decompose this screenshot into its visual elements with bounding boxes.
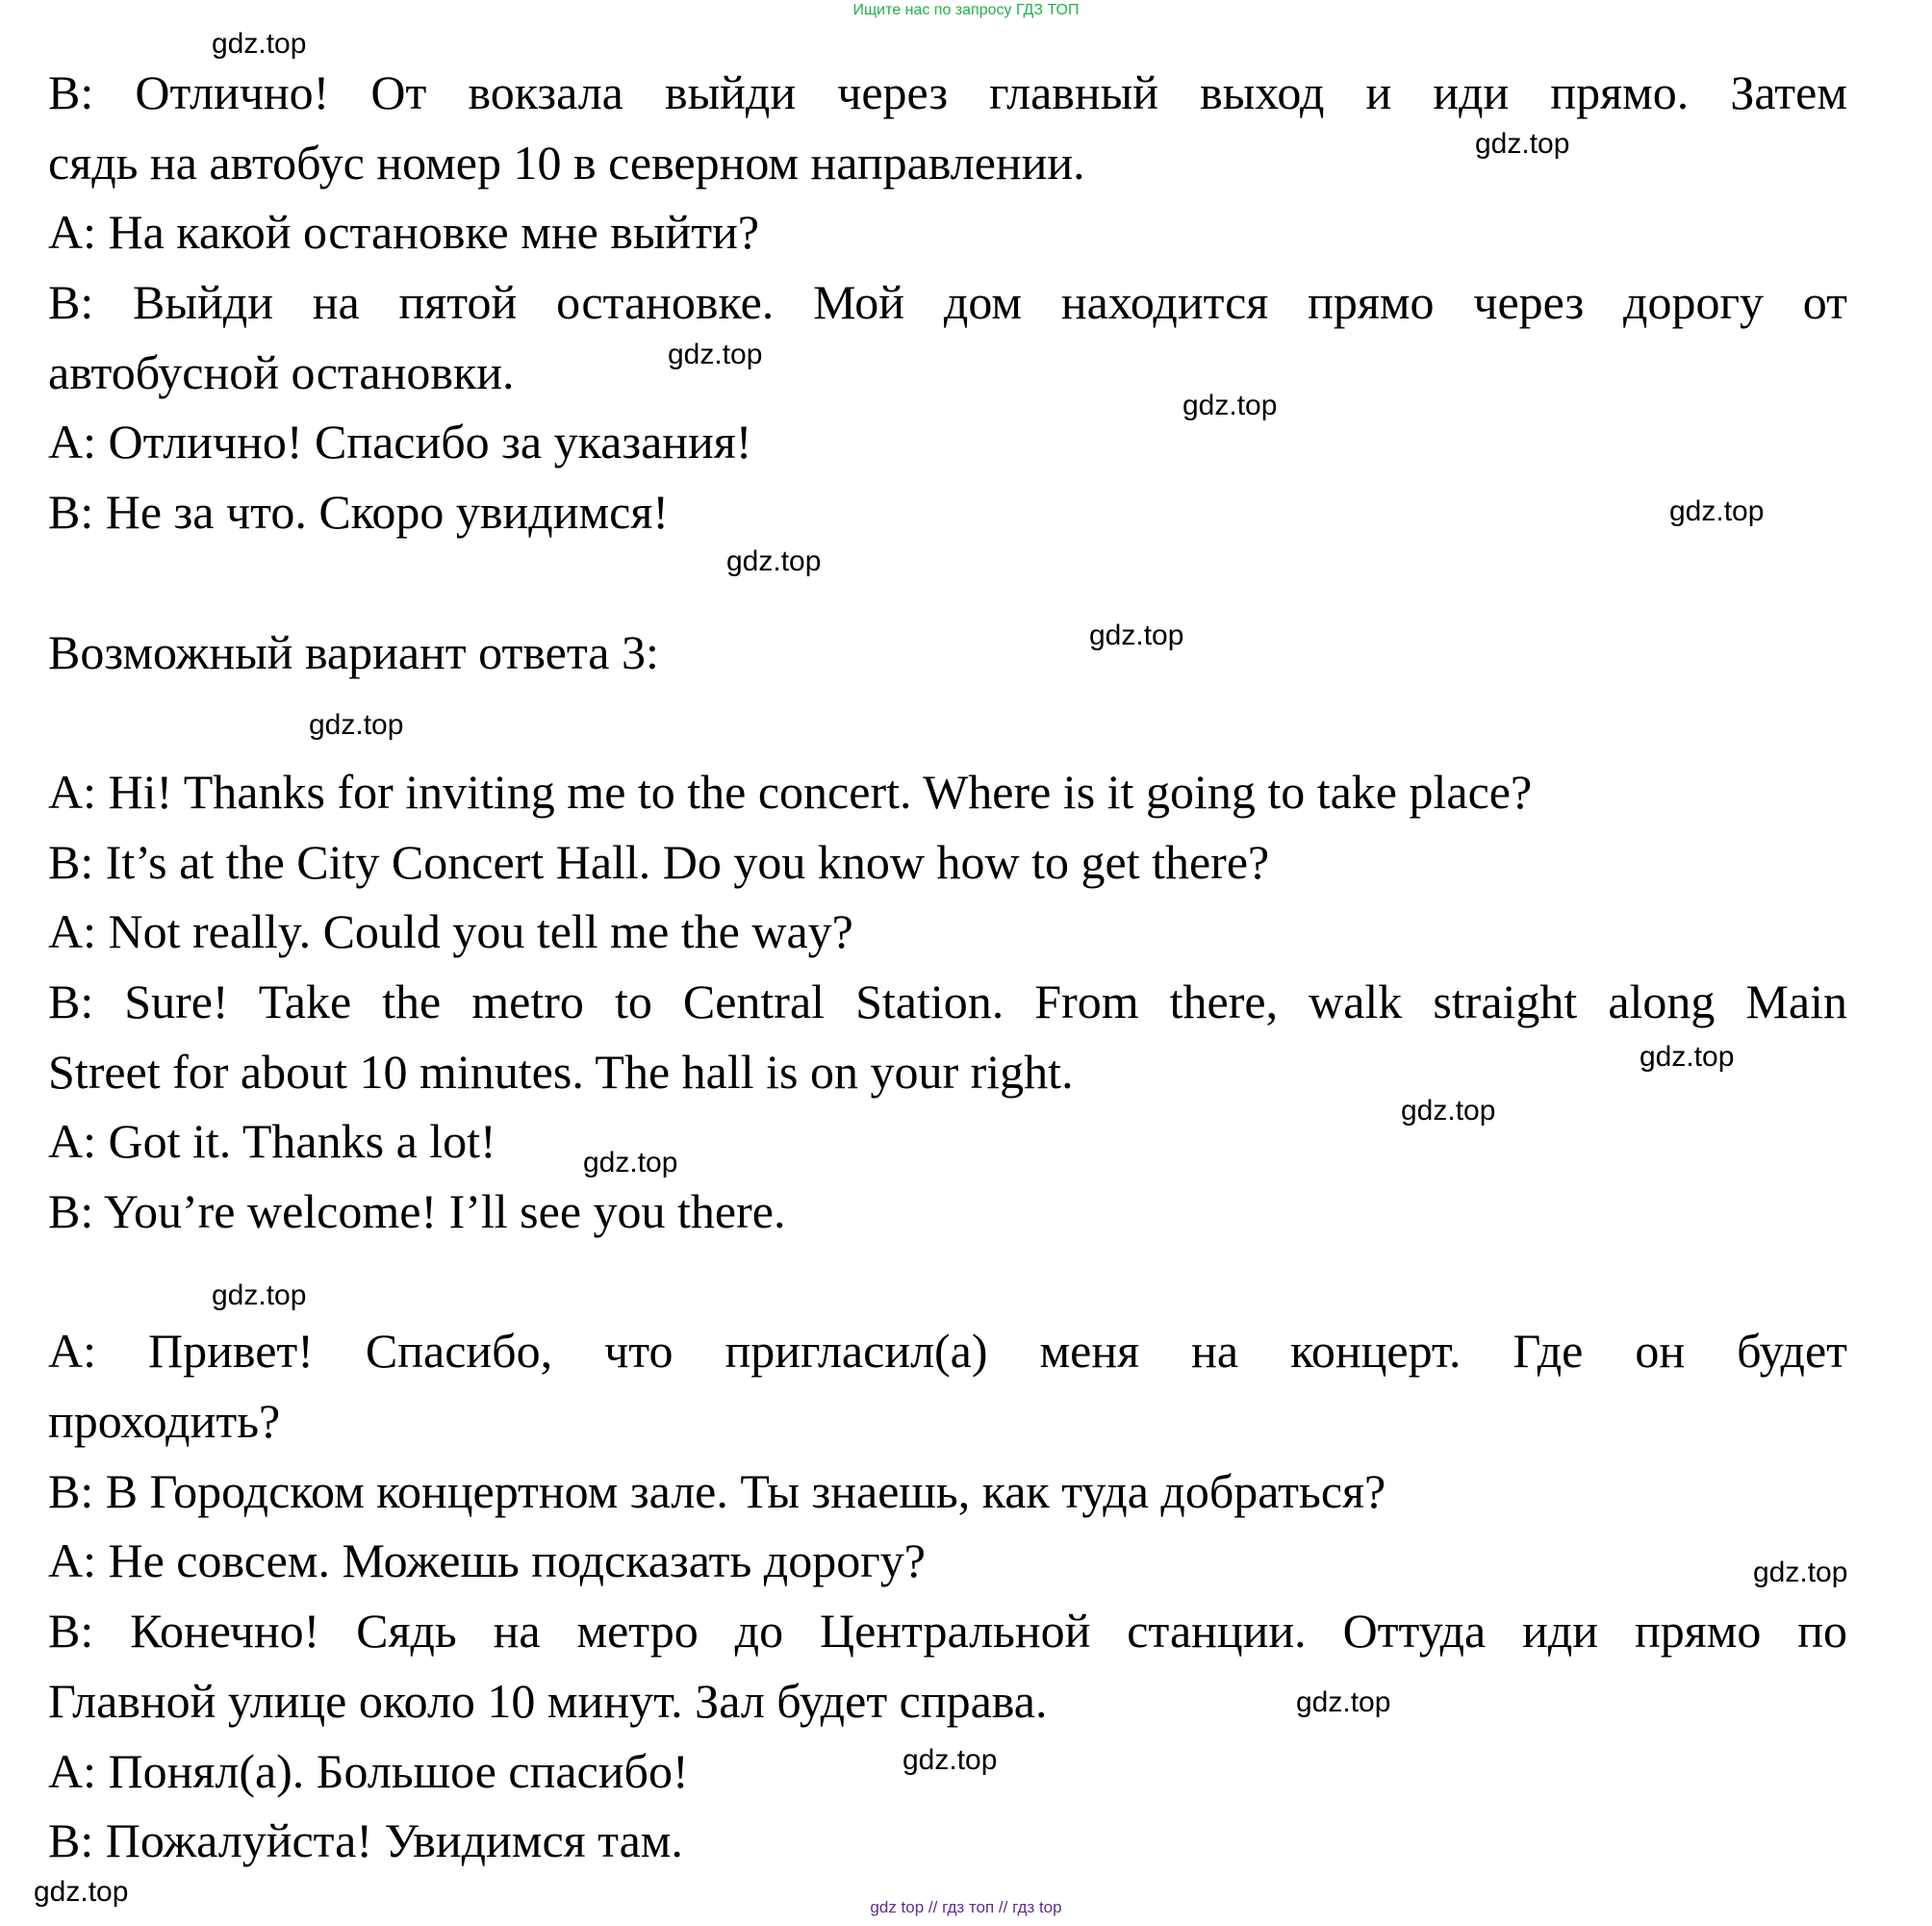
dialogue-line: A: Отлично! Спасибо за указания! xyxy=(48,415,752,469)
dialogue-line: проходить? xyxy=(48,1394,281,1449)
spacer xyxy=(48,547,1847,618)
dialogue-line: B: Конечно! Сядь на метро до Центральной станции. Оттуда иди прямо по xyxy=(48,1604,1847,1659)
watermark: gdz.top xyxy=(583,1147,678,1178)
dialogue-en xyxy=(48,757,1847,1247)
dialogue-line: сядь на автобус номер 10 в северном направлении. xyxy=(48,135,1085,190)
watermark: gdz.top xyxy=(902,1744,998,1776)
watermark: gdz.top xyxy=(1182,390,1278,421)
watermark: gdz.top xyxy=(1296,1686,1391,1718)
watermark: gdz.top xyxy=(668,339,763,370)
watermark: gdz.top xyxy=(1475,128,1570,160)
dialogue-line: Street for about 10 minutes. The hall is on your right. xyxy=(48,1044,1074,1099)
watermark: gdz.top xyxy=(309,709,404,741)
watermark: gdz.top xyxy=(726,545,822,577)
dialogue-line: B: You’re welcome! I’ll see you there. xyxy=(48,1184,786,1238)
dialogue-line: B: Отлично! От вокзала выйди через главный выход и иди прямо. Затем xyxy=(48,65,1847,119)
document-body xyxy=(48,58,1847,1876)
dialogue-line: A: Не совсем. Можешь подсказать дорогу? xyxy=(48,1533,926,1588)
watermark: gdz.top xyxy=(1401,1095,1496,1127)
watermark: gdz.top xyxy=(1669,495,1765,527)
dialogue-line: Главной улице около 10 минут. Зал будет справа. xyxy=(48,1673,1048,1728)
dialogue-ru-2-end xyxy=(48,58,1847,547)
dialogue-line: A: На какой остановке мне выйти? xyxy=(48,205,760,260)
watermark: gdz.top xyxy=(1089,620,1184,651)
dialogue-line: B: Выйди на пятой остановке. Мой дом находится прямо через дорогу от xyxy=(48,275,1847,330)
spacer xyxy=(48,1247,1847,1317)
footer-links: gdz top // гдз топ // гдз top xyxy=(870,1898,1062,1916)
watermark: gdz.top xyxy=(1753,1557,1848,1588)
watermark: gdz.top xyxy=(212,1280,307,1311)
dialogue-line: A: Понял(а). Большое спасибо! xyxy=(48,1743,689,1798)
dialogue-line: A: Привет! Спасибо, что пригласил(а) меня на концерт. Где он будет xyxy=(48,1324,1847,1379)
watermark: gdz.top xyxy=(1640,1041,1735,1073)
dialogue-line: A: Got it. Thanks a lot! xyxy=(48,1114,496,1169)
dialogue-line: B: It’s at the City Concert Hall. Do you know how to get there? xyxy=(48,834,1270,889)
dialogue-line: A: Hi! Thanks for inviting me to the concert. Where is it going to take place? xyxy=(48,764,1533,819)
variant-heading: Возможный вариант ответа 3: xyxy=(48,624,659,679)
watermark: gdz.top xyxy=(212,28,307,60)
dialogue-line: B: Sure! Take the metro to Central Station. From there, walk straight along Main xyxy=(48,974,1847,1028)
watermark: gdz.top xyxy=(34,1876,129,1908)
dialogue-line: B: Пожалуйста! Увидимся там. xyxy=(48,1813,683,1868)
dialogue-line: автобусной остановки. xyxy=(48,344,515,399)
dialogue-line: B: Не за что. Скоро увидимся! xyxy=(48,485,669,540)
top-banner: Ищите нас по запросу ГДЗ ТОП xyxy=(852,2,1080,18)
dialogue-ru-3 xyxy=(48,1316,1847,1876)
dialogue-line: A: Not really. Could you tell me the way? xyxy=(48,904,853,959)
dialogue-line: B: В Городском концертном зале. Ты знаешь, как туда добраться? xyxy=(48,1463,1386,1518)
